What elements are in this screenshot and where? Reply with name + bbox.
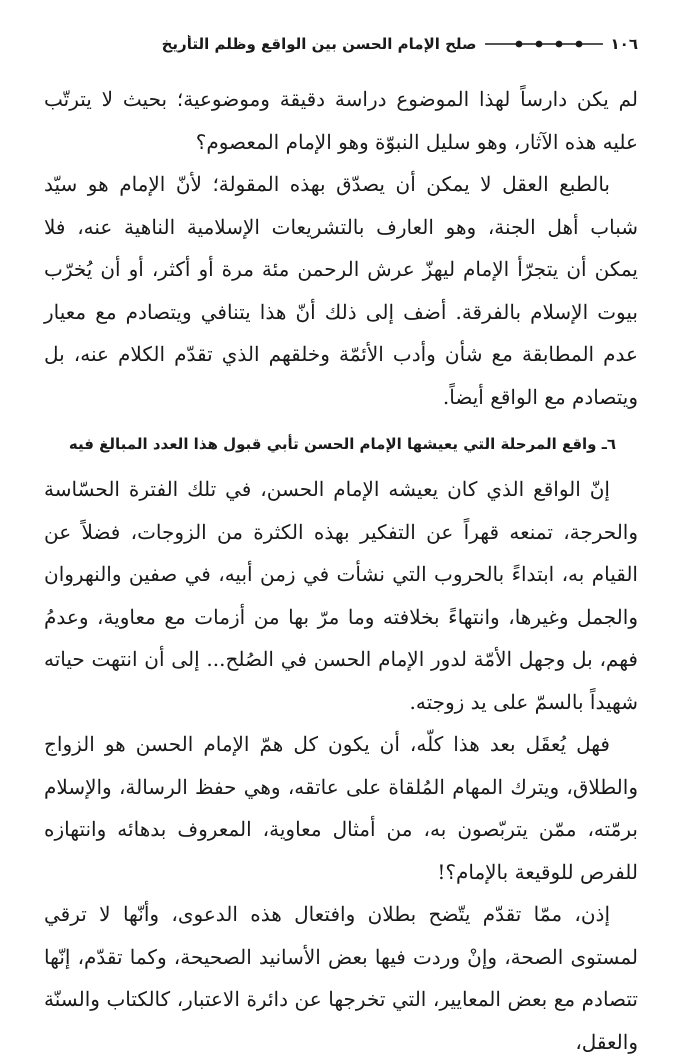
section-heading: ٦ـ واقع المرحلة التي يعيشها الإمام الحسن تأبي قبول هذا العدد المبالغ فيه [68, 435, 616, 453]
page-body [44, 78, 638, 1063]
section-paragraph-1: إنّ الواقع الذي كان يعيشه الإمام الحسن، في تلك الفترة الحسّاسة والحرجة، تمنعه قهراً عن التفكير بهذه الكثرة من الزوجات، فضلاً عن القيام به، ابتداءً بالحروب التي نشأت في زمن أبيه، في صفين والنهروان والجمل وغيرها، وانتهاءً بخلافته وما مرّ بها من أزمات مع معاوية، وعدمُ فهم، بل وجهل الأمّة لدور الإمام الحسن في الصُلح... إلى أن انتهت حياته شهيداً بالسمّ على يد زوجته. [44, 477, 638, 714]
header-ornament-rule [485, 37, 603, 51]
section-paragraph-2: فهل يُعقَل بعد هذا كلّه، أن يكون كل همّ الإمام الحسن هو الزواج والطلاق، ويترك المهام المُلقاة على عاتقه، وهي حفظ الرسالة، والإسلام برمّته، ممّن يتربّصون به، من أمثال معاوية، المعروف بدهائه وانتهازه للفرص للوقيعة بالإمام؟! [44, 732, 638, 884]
section-paragraph-3: إذن، ممّا تقدّم يتّضح بطلان وافتعال هذه الدعوى، وأنّها لا ترقي لمستوى الصحة، وإنْ وردت فيها بعض الأسانيد الصحيحة، وكما تقدّم، إنّها تتصادم مع بعض المعايير، التي تخرجها عن دائرة الاعتبار، كالكتاب والسنّة والعقل، [44, 902, 638, 1054]
page-number: ١٠٦ [610, 35, 638, 53]
paragraph-1: لم يكن دارساً لهذا الموضوع دراسة دقيقة وموضوعية؛ بحيث لا يترتّب عليه هذه الآثار، وهو سليل النبوّة وهو الإمام المعصوم؟ [44, 87, 638, 154]
paragraph-2: بالطبع العقل لا يمكن أن يصدّق بهذه المقولة؛ لأنّ الإمام هو سيّد شباب أهل الجنة، وهو العارف بالتشريعات الإسلامية الناهية عنه، فلا يمكن أن يتجرّأ الإمام ليهزّ عرش الرحمن مئة مرة أو أكثر، أو أن يُخرّب بيوت الإسلام بالفرقة. أضف إلى ذلك أنّ هذا يتنافي ويتصادم مع معيار عدم المطابقة مع شأن وأدب الأئمّة وخلقهم الذي تقدّم الكلام عنه، بل ويتصادم مع الواقع أيضاً. [44, 172, 638, 409]
running-header [70, 30, 638, 58]
header-title: صلح الإمام الحسن بين الواقع وظلم التأريخ [161, 35, 477, 53]
